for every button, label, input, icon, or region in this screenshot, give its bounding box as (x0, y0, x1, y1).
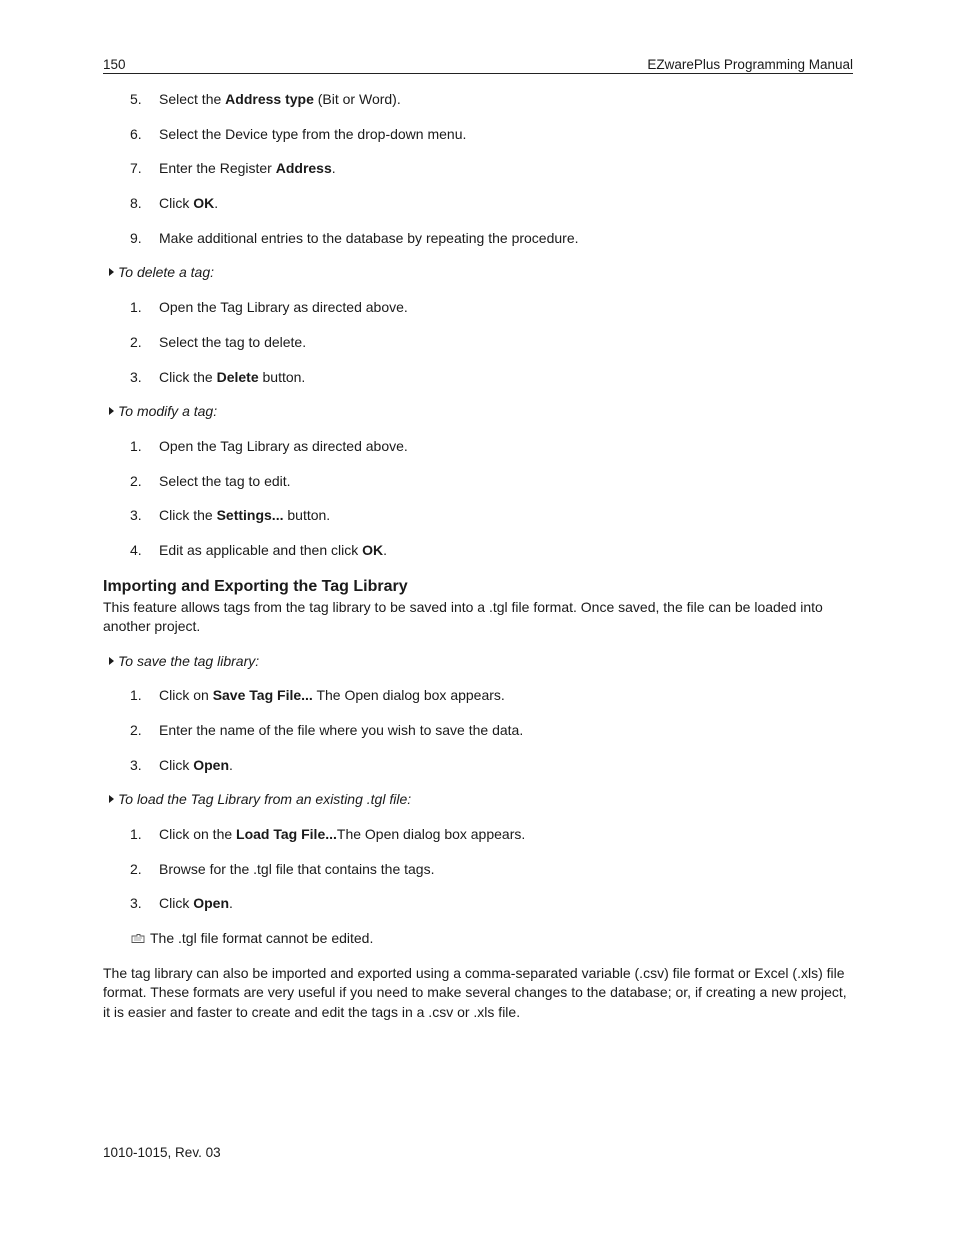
section-heading: Importing and Exporting the Tag Library (103, 577, 408, 595)
page-content (103, 90, 855, 1022)
step-number: 2. (130, 333, 142, 350)
section-intro: This feature allows tags from the tag library to be saved into a .tgl file format. Once saved, the file can be loaded into another project. (103, 598, 823, 635)
step-number: 1. (130, 299, 142, 316)
step-text: Browse for the .tgl file that contains the tags. (159, 860, 435, 877)
step-text: Click on (159, 687, 213, 704)
step-bold-term: Open (193, 756, 230, 773)
step-text-end: . (229, 895, 233, 912)
list-item (103, 860, 855, 879)
step-bold-term: Settings... (216, 507, 284, 524)
add-tag-steps (103, 90, 855, 248)
step-bold-term: Address type (225, 91, 314, 107)
step-number: 6. (130, 125, 142, 142)
list-item (103, 159, 855, 178)
step-text-end: . (214, 195, 219, 212)
delete-tag-steps (103, 298, 855, 386)
step-text: Open the Tag Library as directed above. (159, 299, 408, 316)
step-text-end: . (229, 756, 233, 773)
step-text-end: . (331, 160, 336, 177)
step-text: Click (159, 756, 194, 773)
step-number: 2. (130, 472, 142, 489)
list-item (103, 825, 855, 844)
list-item (103, 368, 855, 387)
page-number: 150 (103, 57, 126, 72)
step-number: 7. (130, 160, 142, 177)
closing-paragraph: The tag library can also be imported and exported using a comma-separated variable (.csv) file format or Excel (.xls) file format. These formats are very useful if you need to make several changes to the database; or, if creating a new project, it is easier and faster to create and edit the tags in a .csv or .xls file. (103, 964, 847, 1020)
step-number: 9. (130, 229, 142, 246)
step-text: Select the tag to delete. (159, 333, 307, 350)
step-number: 8. (130, 195, 142, 212)
step-text: Select the Device type from the drop-down menu. (159, 125, 467, 142)
step-text: Select the tag to edit. (159, 472, 291, 489)
step-number: 3. (130, 756, 142, 773)
list-item (103, 437, 855, 456)
list-item (103, 194, 855, 213)
list-item (103, 298, 855, 317)
step-text: Open the Tag Library as directed above. (159, 437, 408, 454)
procedure-heading-load (103, 790, 855, 809)
step-text-end: button. (283, 507, 331, 524)
step-text: Click (159, 895, 194, 912)
note (103, 929, 855, 948)
step-bold-term: Delete (216, 368, 259, 385)
step-text: Enter the Register (159, 160, 276, 177)
list-item (103, 125, 855, 144)
page-header (103, 57, 853, 74)
step-number: 3. (130, 507, 142, 524)
step-text: Click the (159, 507, 217, 524)
step-bold-term: Save Tag File... (212, 687, 313, 704)
step-number: 1. (130, 826, 142, 843)
step-number: 1. (130, 687, 142, 704)
step-number: 3. (130, 368, 142, 385)
step-number: 2. (130, 860, 142, 877)
save-library-steps (103, 686, 855, 774)
manual-title: EZwarePlus Programming Manual (647, 57, 853, 72)
step-number: 2. (130, 722, 142, 738)
step-text: Click (159, 195, 194, 212)
step-bold-term: OK (193, 195, 215, 212)
step-text: Make additional entries to the database by repeating the procedure. (159, 229, 579, 246)
procedure-heading-text: To save the tag library: (118, 652, 260, 669)
list-item (103, 472, 855, 491)
load-library-steps (103, 825, 855, 913)
step-bold-term: Address (275, 160, 332, 177)
step-number: 4. (130, 541, 142, 558)
step-number: 5. (130, 91, 142, 107)
procedure-heading-text: To load the Tag Library from an existing .tgl file: (118, 791, 412, 808)
list-item (103, 756, 855, 775)
list-item (103, 229, 855, 248)
note-text: The .tgl file format cannot be edited. (150, 930, 374, 947)
step-bold-term: Open (193, 895, 230, 912)
procedure-heading-text: To modify a tag: (118, 403, 218, 420)
step-text-end: (Bit or Word). (313, 91, 401, 107)
procedure-heading-modify (103, 402, 855, 421)
page-footer: 1010-1015, Rev. 03 (103, 1145, 221, 1160)
list-item (103, 686, 855, 705)
list-item (103, 90, 855, 109)
procedure-heading-delete (103, 263, 855, 282)
modify-tag-steps (103, 437, 855, 560)
step-text: Click on the (159, 826, 237, 843)
list-item (103, 894, 855, 913)
procedure-heading-save (103, 652, 855, 671)
step-text-end: button. (258, 368, 306, 385)
step-bold-term: Load Tag File... (236, 826, 337, 843)
step-text: Enter the name of the file where you wish to save the data. (159, 722, 524, 738)
step-text-end: . (383, 541, 388, 558)
step-text: Click the (159, 368, 217, 385)
step-number: 3. (130, 895, 142, 912)
step-text: Edit as applicable and then click (159, 541, 363, 558)
step-number: 1. (130, 437, 142, 454)
step-text: Select the (159, 91, 226, 107)
list-item (103, 721, 855, 740)
list-item (103, 333, 855, 352)
note-hand-icon (131, 933, 146, 944)
list-item (103, 541, 855, 560)
step-text-end: The Open dialog box appears. (312, 687, 505, 704)
step-text-end: The Open dialog box appears. (336, 826, 526, 843)
step-bold-term: OK (362, 541, 384, 558)
list-item (103, 506, 855, 525)
procedure-heading-text: To delete a tag: (118, 264, 215, 281)
